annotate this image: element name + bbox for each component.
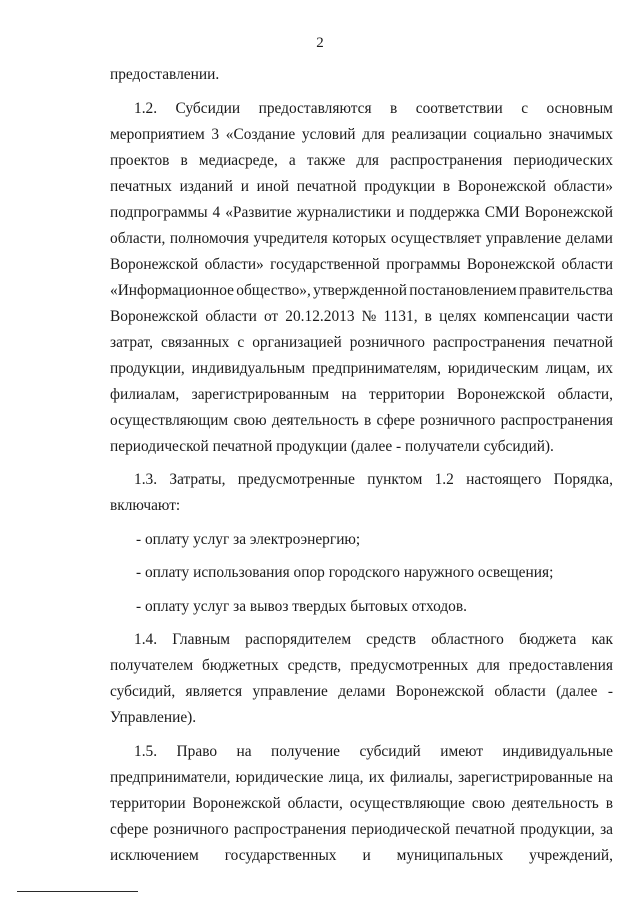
word: и — [396, 203, 405, 221]
word: сфере — [376, 411, 415, 429]
word: осуществляет — [390, 229, 482, 247]
word: Воронежской — [457, 385, 546, 403]
word: их — [597, 359, 613, 377]
word: деятельность — [271, 411, 359, 429]
word: бюджетных — [202, 657, 279, 674]
word: с — [521, 99, 529, 117]
word: управление — [485, 229, 562, 247]
word: учреждений, — [529, 846, 613, 864]
text-line — [110, 356, 613, 382]
word: «Развитие — [225, 203, 292, 221]
word: предоставления — [508, 657, 613, 674]
word: медиасреде, — [198, 151, 278, 169]
word: печатных — [110, 177, 172, 195]
word: средств, — [287, 657, 342, 674]
word: Затраты, — [169, 471, 226, 488]
word: продукции, — [520, 820, 595, 838]
word: предоставляются — [258, 99, 372, 117]
word: на — [597, 768, 613, 786]
text-line — [110, 148, 613, 174]
paragraph-1-5-first-line — [110, 739, 613, 765]
word: лицам, — [545, 359, 591, 377]
word: области» — [204, 255, 264, 273]
text-line — [110, 843, 613, 869]
word: продукции — [364, 177, 436, 195]
word: СМИ — [484, 203, 520, 221]
word: периодической — [351, 820, 451, 838]
text-line — [110, 122, 613, 148]
word: целях — [439, 307, 477, 325]
text-line — [110, 226, 613, 252]
text-line — [110, 278, 613, 304]
word: области — [205, 307, 257, 325]
word: Субсидии — [175, 99, 241, 117]
word: сфере — [110, 820, 149, 838]
word: печатной — [296, 177, 357, 195]
word: в — [364, 411, 372, 429]
word: на — [236, 742, 252, 760]
list-item: - оплату услуг за электроэнергию; — [136, 530, 361, 548]
word: филиалам, — [110, 385, 180, 403]
paragraph-1-3-first-line — [110, 467, 613, 493]
word: в — [424, 307, 432, 325]
word: области — [494, 683, 546, 700]
word: полномочия — [169, 229, 249, 247]
word: 20.12.2013 — [285, 307, 355, 325]
paragraph-1-4-first-line — [110, 627, 613, 653]
word: печатной — [553, 333, 613, 351]
word: в — [605, 794, 613, 812]
word: продукции, — [110, 359, 185, 377]
word: зарегистрированные — [458, 768, 593, 786]
word: иной — [256, 177, 290, 195]
word: 1.3. — [134, 471, 158, 488]
document-body — [110, 62, 613, 869]
word: Воронежской — [395, 683, 484, 700]
word: затрат, — [110, 333, 153, 351]
word: 1131, — [383, 307, 418, 325]
word: которых — [332, 229, 387, 247]
word: Воронежской — [457, 177, 547, 195]
word: розничного — [349, 333, 425, 351]
word: является — [185, 683, 243, 700]
text-line — [110, 791, 613, 817]
word: постановлением — [409, 281, 517, 299]
word: предусмотренных — [350, 657, 469, 674]
word: территории — [110, 794, 186, 812]
text-line — [110, 200, 613, 226]
list-item: - оплату использования опор городского наружного освещения; — [136, 564, 554, 581]
word: государственных — [224, 846, 337, 864]
paragraph-1-2-first-line — [110, 96, 613, 122]
word: утвержденной — [313, 281, 407, 299]
word: в — [180, 151, 188, 169]
word: и — [362, 846, 371, 864]
word: Право — [176, 742, 218, 760]
word: 1.4. — [134, 631, 158, 648]
text-line: включают: — [110, 497, 181, 514]
word: организацией — [252, 333, 342, 351]
word: реализации — [391, 125, 467, 143]
word: государственной — [270, 255, 380, 273]
text-line — [110, 330, 613, 356]
word: распространения — [390, 151, 503, 169]
word: 3 — [211, 125, 220, 143]
word: юридическим — [447, 359, 539, 377]
word: делами — [338, 683, 386, 700]
word: розничного — [153, 820, 229, 838]
word: «Создание — [225, 125, 296, 143]
word: области, — [557, 385, 613, 403]
word: социально — [473, 125, 542, 143]
word: делами — [565, 229, 613, 247]
text-line — [110, 304, 613, 330]
word: для — [356, 151, 380, 169]
word: распространения — [233, 820, 347, 838]
word: исключением — [110, 846, 199, 864]
word: филиалы, — [389, 768, 453, 786]
word: Воронежской — [110, 255, 199, 273]
word: получение — [271, 742, 341, 760]
word: за — [600, 820, 613, 838]
word: бюджета — [518, 631, 577, 648]
word: в — [442, 177, 451, 195]
text-line — [110, 653, 613, 679]
word: лица, — [328, 768, 364, 786]
word: поддержка — [409, 203, 480, 221]
word: Воронежской — [524, 203, 613, 221]
word: значимых — [548, 125, 613, 143]
text-line — [110, 679, 613, 705]
word: Воронежской — [110, 307, 199, 325]
word: для — [362, 125, 385, 143]
text-line — [110, 408, 613, 434]
word: территории — [369, 385, 445, 403]
word: (далее — [556, 683, 598, 700]
word: индивидуальные — [502, 742, 613, 760]
word: также — [306, 151, 346, 169]
word: журналистики — [296, 203, 392, 221]
word: основным — [546, 99, 613, 117]
word: средств — [366, 631, 416, 648]
word: Воронежской — [192, 794, 281, 812]
word: общество», — [236, 281, 311, 299]
word: - — [607, 683, 613, 700]
word: их — [368, 768, 385, 786]
word: субсидий — [359, 742, 421, 760]
text-line: предоставлении. — [110, 66, 220, 83]
word: имеют — [440, 742, 484, 760]
word: для — [477, 657, 500, 674]
word: областного — [431, 631, 504, 648]
word: субсидий, — [110, 683, 176, 700]
word: свою — [471, 794, 506, 812]
word: области, — [287, 794, 343, 812]
word: в — [390, 99, 398, 117]
word: части — [576, 307, 613, 325]
word: мероприятием — [110, 125, 205, 143]
word: предприниматели, — [110, 768, 231, 786]
word: юридические — [235, 768, 324, 786]
word: 1.5. — [134, 742, 158, 760]
word: программы — [386, 255, 461, 273]
word: Порядка, — [553, 471, 613, 488]
word: правительства — [518, 281, 613, 299]
word: пунктом — [367, 471, 423, 488]
text-line — [110, 174, 613, 200]
word: Главным — [172, 631, 231, 648]
word: от — [263, 307, 279, 325]
word: проектов — [110, 151, 170, 169]
word: условий — [301, 125, 356, 143]
word: «Информационное — [110, 281, 234, 299]
footnote-separator-rule — [17, 891, 138, 892]
word: 1.2. — [134, 99, 158, 117]
text-line — [110, 817, 613, 843]
word: а — [288, 151, 296, 169]
word: как — [591, 631, 613, 648]
word: компенсации — [483, 307, 570, 325]
word: свою — [233, 411, 267, 429]
word: печатной — [455, 820, 515, 838]
word: распространения — [500, 411, 613, 429]
word: с — [237, 333, 245, 351]
word: области» — [553, 177, 613, 195]
word: муниципальных — [396, 846, 504, 864]
word: на — [341, 385, 357, 403]
word: изданий — [179, 177, 233, 195]
list-item: - оплату услуг за вывоз твердых бытовых отходов. — [136, 597, 467, 615]
word: Воронежской — [466, 255, 556, 273]
word: № — [361, 307, 377, 325]
word: 4 — [212, 203, 221, 221]
word: розничного — [420, 411, 496, 429]
word: связанных — [160, 333, 230, 351]
page-number: 2 — [316, 35, 324, 51]
word: распорядителем — [245, 631, 352, 648]
word: подпрограммы — [110, 203, 208, 221]
word: получателем — [110, 657, 194, 674]
text-line: периодической печатной продукции (далее - получатели субсидий). — [110, 437, 554, 455]
word: предпринимателям, — [311, 359, 441, 377]
word: периодических — [513, 151, 613, 169]
word: настоящего — [466, 471, 542, 488]
word: деятельность — [511, 794, 599, 812]
word: предусмотренные — [237, 471, 355, 488]
word: учредителя — [253, 229, 328, 247]
word: управление — [252, 683, 328, 700]
word: области, — [110, 229, 166, 247]
word: осуществляющим — [110, 411, 229, 429]
word: и — [240, 177, 249, 195]
text-line — [110, 382, 613, 408]
word: индивидуальным — [191, 359, 306, 377]
text-line: Управление). — [110, 709, 197, 726]
word: распространения — [432, 333, 546, 351]
word: осуществляющие — [349, 794, 465, 812]
text-line — [110, 252, 613, 278]
word: области — [561, 255, 613, 273]
text-line — [110, 765, 613, 791]
word: 1.2 — [434, 471, 454, 488]
word: соответствии — [415, 99, 503, 117]
word: зарегистрированным — [191, 385, 330, 403]
